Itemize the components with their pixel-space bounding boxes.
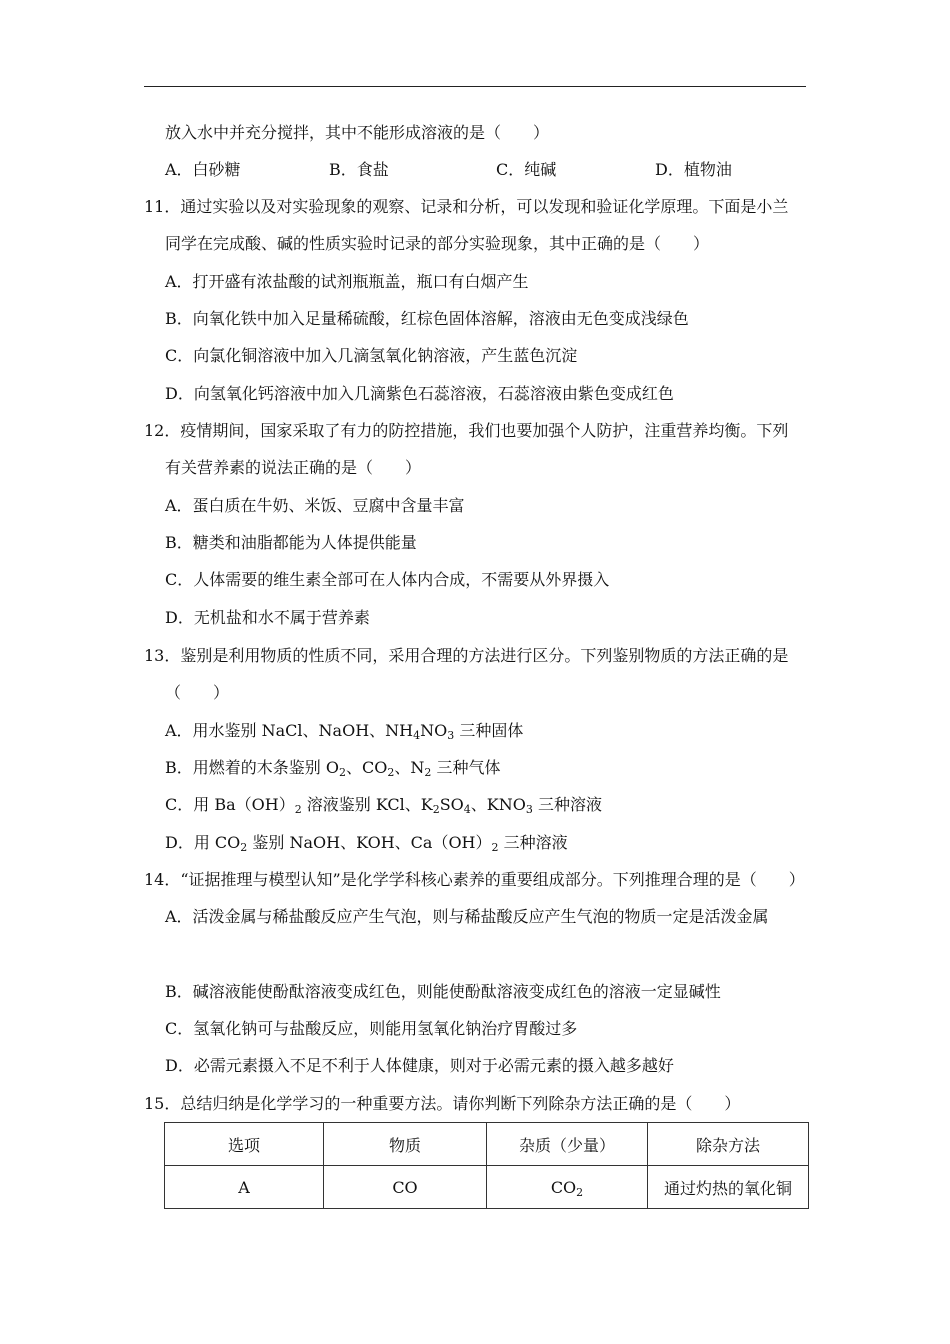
q10-option-c: C．纯碱 — [496, 160, 557, 179]
q13-option-b: B．用燃着的木条鉴别 $O_2$、$CO_2$、$N_2$ 三种气体 — [165, 758, 501, 779]
q12-stem-line2: 有关营养素的说法正确的是（ ） — [165, 458, 422, 477]
header-rule — [144, 86, 806, 87]
q14-option-a: A．活泼金属与稀盐酸反应产生气泡，则与稀盐酸反应产生气泡的物质一定是活泼金属 — [165, 907, 769, 926]
q10-option-a: A．白砂糖 — [165, 160, 241, 179]
q12-option-a: A．蛋白质在牛奶、米饭、豆腐中含量丰富 — [165, 496, 465, 515]
q11-option-c: C．向氯化铜溶液中加入几滴氢氧化钠溶液，产生蓝色沉淀 — [165, 346, 578, 365]
q12-stem-line1: 12．疫情期间，国家采取了有力的防控措施，我们也要加强个人防护，注重营养均衡。下列 — [144, 421, 789, 440]
table-header-cell: 除杂方法 — [648, 1123, 809, 1166]
q14-option-d: D．必需元素摄入不足不利于人体健康，则对于必需元素的摄入越多越好 — [165, 1056, 674, 1075]
q10-option-b: B．食盐 — [329, 160, 389, 179]
q14-option-c: C．氢氧化钠可与盐酸反应，则能用氢氧化钠治疗胃酸过多 — [165, 1019, 578, 1038]
q13-option-a: A．用水鉴别 NaCl、NaOH、$NH_4NO_3$ 三种固体 — [165, 721, 524, 742]
q10-option-d: D．植物油 — [655, 160, 732, 179]
table-row — [165, 1166, 809, 1209]
q11-option-d: D．向氢氧化钙溶液中加入几滴紫色石蕊溶液，石蕊溶液由紫色变成红色 — [165, 384, 674, 403]
table-header-row — [165, 1123, 809, 1166]
table-cell-substance: CO — [324, 1166, 487, 1209]
table-header-cell: 杂质（少量） — [487, 1123, 648, 1166]
q14-stem: 14．“证据推理与模型认知”是化学学科核心素养的重要组成部分。下列推理合理的是（ ） — [144, 870, 805, 889]
q11-stem-line1: 11．通过实验以及对实验现象的观察、记录和分析，可以发现和验证化学原理。下面是小兰 — [144, 197, 789, 216]
table-cell-impurity: $CO_2$ — [487, 1166, 648, 1209]
q15-table — [164, 1122, 809, 1209]
q11-option-b: B．向氧化铁中加入足量稀硫酸，红棕色固体溶解，溶液由无色变成浅绿色 — [165, 309, 689, 328]
q13-stem-line2: （ ） — [165, 683, 230, 702]
q11-option-a: A．打开盛有浓盐酸的试剂瓶瓶盖，瓶口有白烟产生 — [165, 272, 529, 291]
q12-option-d: D．无机盐和水不属于营养素 — [165, 608, 370, 627]
table-header-cell: 物质 — [324, 1123, 487, 1166]
q15-stem: 15．总结归纳是化学学习的一种重要方法。请你判断下列除杂方法正确的是（ ） — [144, 1094, 741, 1113]
table-header-cell: 选项 — [165, 1123, 324, 1166]
q13-option-c: C．用 $Ba(OH)_2$ 溶液鉴别 KCl、$K_2SO_4$、$KNO_3$ 三种溶液 — [165, 795, 602, 816]
table-cell-method: 通过灼热的氧化铜 — [648, 1166, 809, 1209]
q12-option-c: C．人体需要的维生素全部可在人体内合成，不需要从外界摄入 — [165, 570, 610, 589]
q13-option-d: D．用 $CO_2$ 鉴别 NaOH、KOH、$Ca(OH)_2$ 三种溶液 — [165, 833, 568, 854]
q14-option-b: B．碱溶液能使酚酞溶液变成红色，则能使酚酞溶液变成红色的溶液一定显碱性 — [165, 982, 721, 1001]
q10-stem: 放入水中并充分搅拌，其中不能形成溶液的是（ ） — [165, 123, 550, 142]
q13-stem-line1: 13．鉴别是利用物质的性质不同，采用合理的方法进行区分。下列鉴别物质的方法正确的是 — [144, 646, 789, 665]
table-cell-option: A — [165, 1166, 324, 1209]
q12-option-b: B．糖类和油脂都能为人体提供能量 — [165, 533, 417, 552]
q11-stem-line2: 同学在完成酸、碱的性质实验时记录的部分实验现象，其中正确的是（ ） — [165, 234, 710, 253]
